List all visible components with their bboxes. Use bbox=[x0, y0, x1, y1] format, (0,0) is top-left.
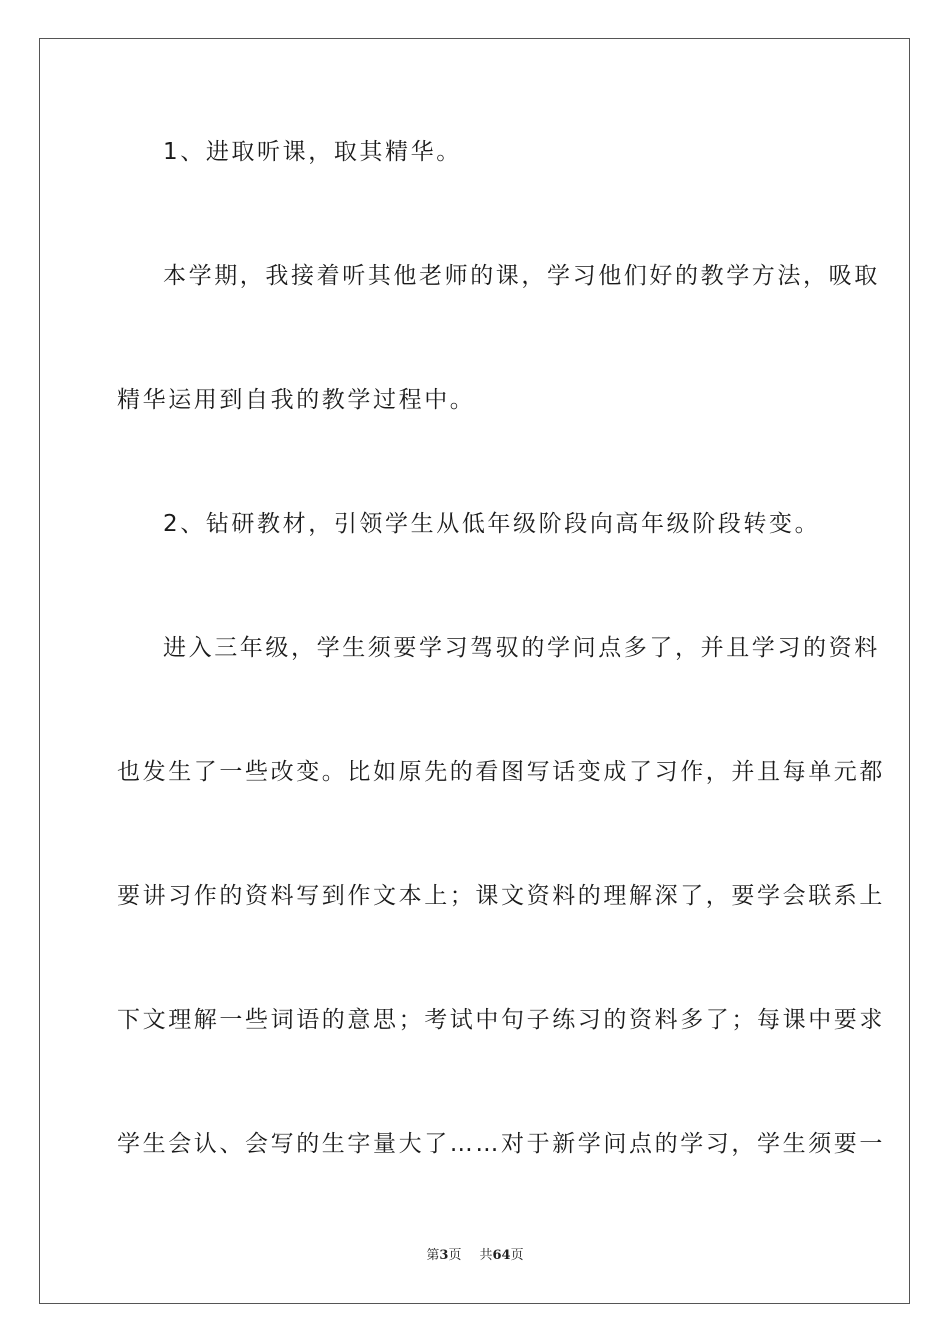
paragraph-line: 精华运用到自我的教学过程中。 bbox=[117, 387, 476, 413]
paragraph-line: 1、进取听课，取其精华。 bbox=[163, 139, 462, 165]
page-footer bbox=[0, 1248, 950, 1264]
page-prefix: 第 bbox=[426, 1248, 440, 1263]
paragraph-line: 下文理解一些词语的意思；考试中句子练习的资料多了；每课中要求 bbox=[117, 1007, 885, 1033]
total-suffix: 页 bbox=[510, 1248, 524, 1263]
page-indicator bbox=[426, 1248, 461, 1263]
paragraph-line: 进入三年级，学生须要学习驾驭的学问点多了，并且学习的资料 bbox=[163, 635, 880, 661]
paragraph-line: 要讲习作的资料写到作文本上；课文资料的理解深了，要学会联系上 bbox=[117, 883, 885, 909]
total-prefix: 共 bbox=[479, 1248, 493, 1263]
paragraph-line: 学生会认、会写的生字量大了……对于新学问点的学习，学生须要一 bbox=[117, 1131, 885, 1157]
paragraph-line: 也发生了一些改变。比如原先的看图写话变成了习作，并且每单元都 bbox=[117, 759, 885, 785]
total-pages: 64 bbox=[492, 1248, 511, 1263]
total-pages-indicator bbox=[479, 1248, 523, 1263]
page-border bbox=[39, 38, 910, 1304]
paragraph-line: 本学期，我接着听其他老师的课，学习他们好的教学方法，吸取 bbox=[163, 263, 880, 289]
page-suffix: 页 bbox=[448, 1248, 462, 1263]
paragraph-line: 2、钻研教材，引领学生从低年级阶段向高年级阶段转变。 bbox=[163, 511, 821, 537]
page-number: 3 bbox=[439, 1248, 449, 1263]
